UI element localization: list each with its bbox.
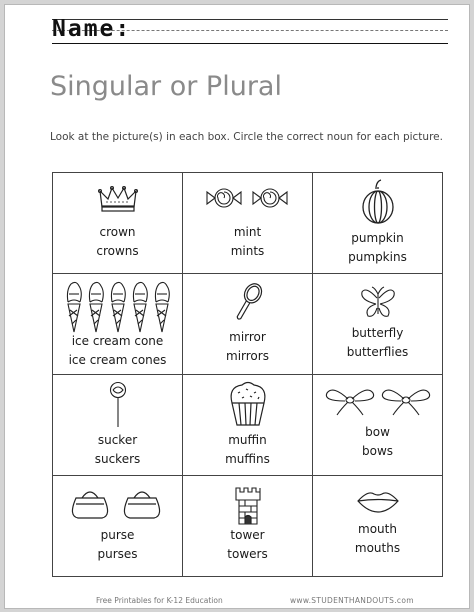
lips-icon bbox=[313, 488, 442, 522]
word-plural[interactable]: suckers bbox=[94, 452, 141, 466]
word-singular[interactable]: butterfly bbox=[351, 326, 404, 340]
picture-grid bbox=[52, 172, 443, 577]
grid-cell bbox=[53, 375, 183, 476]
grid-cell bbox=[183, 476, 313, 577]
word-plural[interactable]: pumpkins bbox=[348, 250, 407, 264]
word-singular[interactable]: purse bbox=[100, 528, 135, 542]
word-singular[interactable]: crown bbox=[99, 225, 136, 239]
word-singular[interactable]: mouth bbox=[358, 522, 397, 536]
word-singular[interactable]: mirror bbox=[229, 330, 266, 344]
word-singular[interactable]: mint bbox=[233, 225, 262, 239]
word-plural[interactable]: ice cream cones bbox=[68, 353, 167, 367]
crown-icon bbox=[53, 185, 182, 219]
grid-cell bbox=[183, 173, 313, 274]
name-base-rule bbox=[52, 43, 448, 44]
grid-cell bbox=[313, 173, 443, 274]
word-plural[interactable]: muffins bbox=[225, 452, 270, 466]
footer-tagline: Free Printables for K-12 Education bbox=[96, 596, 223, 605]
ice-cream-cone-icon bbox=[53, 280, 182, 334]
word-plural[interactable]: mints bbox=[230, 244, 265, 258]
lollipop-icon bbox=[53, 381, 182, 429]
name-label: Name: bbox=[52, 16, 132, 42]
word-plural[interactable]: butterflies bbox=[346, 345, 409, 359]
word-singular[interactable]: ice cream cone bbox=[71, 334, 164, 348]
worksheet-page bbox=[4, 4, 470, 609]
word-singular[interactable]: muffin bbox=[228, 433, 267, 447]
grid-cell bbox=[53, 476, 183, 577]
word-singular[interactable]: pumpkin bbox=[351, 231, 404, 245]
instructions: Look at the picture(s) in each box. Circle the correct noun for each picture. bbox=[50, 131, 443, 143]
word-plural[interactable]: towers bbox=[227, 547, 268, 561]
word-singular[interactable]: sucker bbox=[97, 433, 138, 447]
page-title: Singular or Plural bbox=[50, 71, 282, 102]
grid-cell bbox=[53, 173, 183, 274]
word-singular[interactable]: bow bbox=[365, 425, 390, 439]
pumpkin-icon bbox=[313, 179, 442, 225]
grid-cell bbox=[183, 375, 313, 476]
word-plural[interactable]: mirrors bbox=[226, 349, 269, 363]
purse-icon bbox=[53, 488, 182, 522]
grid-cell bbox=[313, 274, 443, 375]
word-plural[interactable]: bows bbox=[361, 444, 394, 458]
word-plural[interactable]: crowns bbox=[96, 244, 139, 258]
grid-cell bbox=[53, 274, 183, 375]
word-singular[interactable]: tower bbox=[230, 528, 265, 542]
hand-mirror-icon bbox=[183, 280, 312, 324]
footer-website-link[interactable]: www.STUDENTHANDOUTS.com bbox=[290, 596, 414, 605]
grid-cell bbox=[313, 375, 443, 476]
butterfly-icon bbox=[313, 286, 442, 320]
tower-icon bbox=[183, 486, 312, 526]
word-plural[interactable]: purses bbox=[97, 547, 138, 561]
mint-candy-icon bbox=[183, 185, 312, 219]
name-line bbox=[52, 15, 448, 45]
grid-cell bbox=[313, 476, 443, 577]
word-plural[interactable]: mouths bbox=[354, 541, 401, 555]
muffin-icon bbox=[183, 381, 312, 429]
grid-cell bbox=[183, 274, 313, 375]
bow-icon bbox=[313, 387, 442, 421]
